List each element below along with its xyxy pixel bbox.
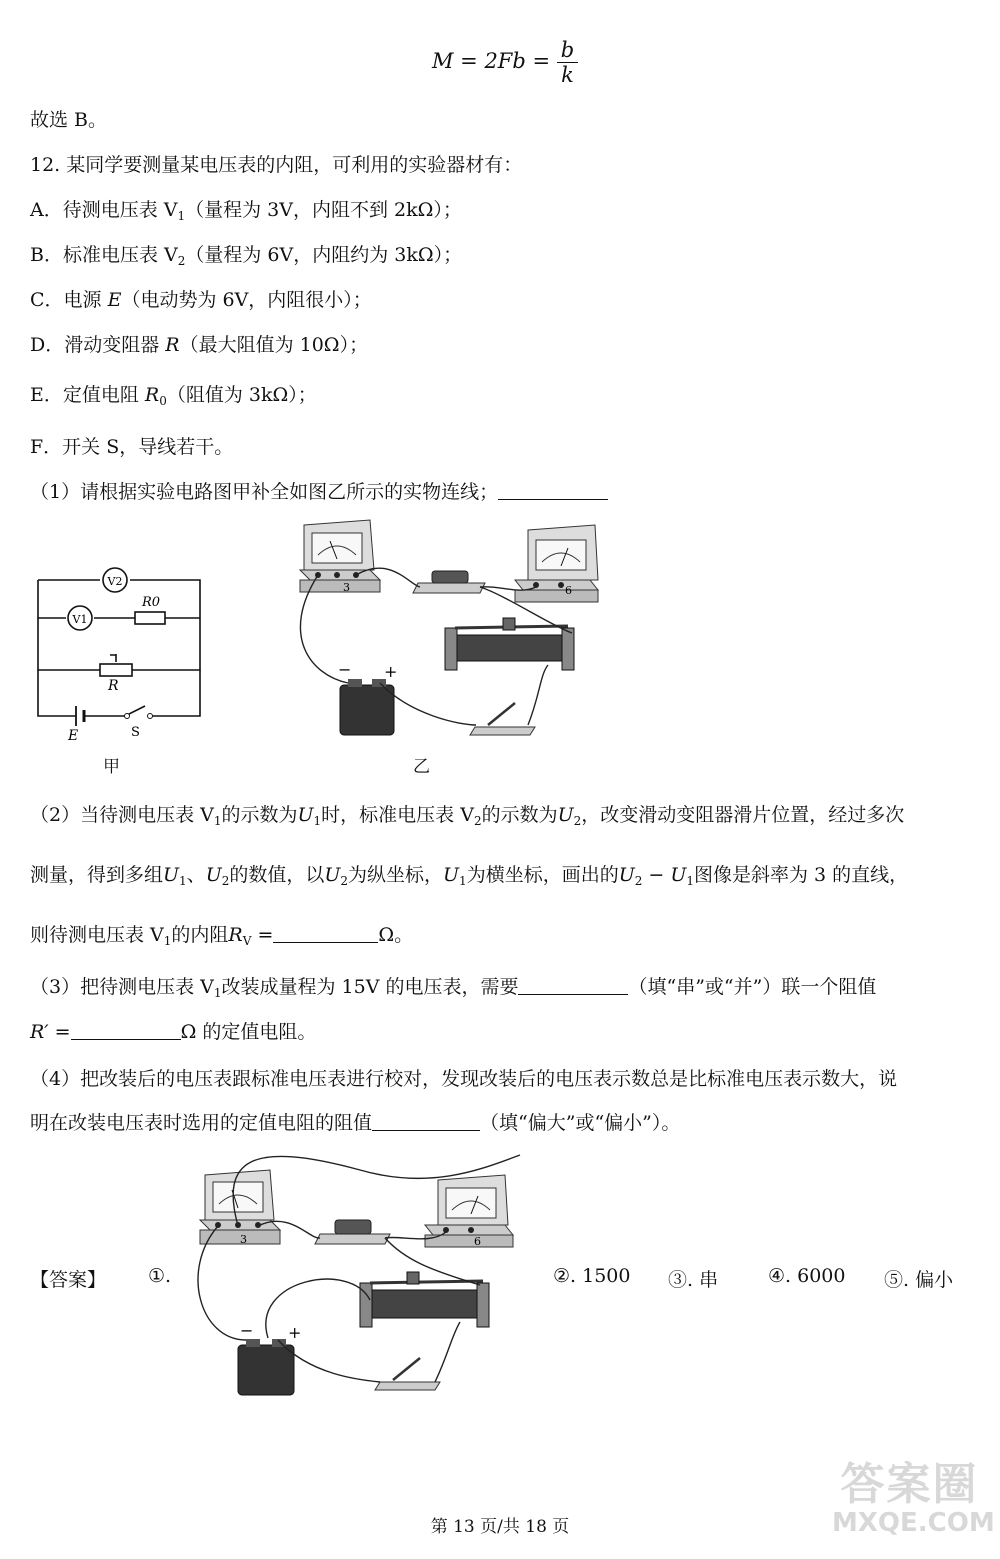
answer-1: ①. <box>148 1265 172 1287</box>
answer-4: ④. 6000 <box>768 1265 846 1287</box>
answer-3: ③. 串 <box>668 1269 719 1291</box>
watermark-top: 答案圈 <box>840 1459 979 1510</box>
part-3-line-2: R′ = Ω 的定值电阻。 <box>30 1021 317 1043</box>
option-e: E．定值电阻 $R_0$（阻值为 3kΩ）； <box>30 384 317 408</box>
option-a: A．待测电压表 $V_1$（量程为 3V，内阻不到 2kΩ）； <box>30 199 462 223</box>
part-2-line-3: 则待测电压表 $V_1$的内阻$R_V = \Omega$。 <box>30 924 414 948</box>
apparatus-illustration-yi <box>290 515 620 750</box>
answer-blank <box>273 924 378 943</box>
watermark-bottom: MXQE.COM <box>832 1508 995 1538</box>
part-2-line-1: （2）当待测电压表 $V_1$的示数为$U_1$时，标准电压表 $V_2$的示数为$U_2$，改变滑动变阻器滑片位置，经过多次 <box>30 804 905 828</box>
part-4-line-1: （4）把改装后的电压表跟标准电压表进行校对，发现改装后的电压表示数总是比标准电压表示数大，说 <box>30 1068 898 1090</box>
option-b: B．标准电压表 $V_2$（量程为 6V，内阻约为 3kΩ）； <box>30 244 463 268</box>
circuit-diagram-jia <box>30 560 220 775</box>
svg-text:+: + <box>384 662 398 681</box>
answer-blank <box>498 481 608 500</box>
switch-icon <box>470 703 535 735</box>
fraction-numerator: b <box>557 38 578 63</box>
part-4-line-2: 明在改装电压表时选用的定值电阻的阻值 （填“偏大”或“偏小”）。 <box>30 1112 681 1134</box>
svg-text:V1: V1 <box>72 613 88 626</box>
fraction-denominator: k <box>561 63 574 88</box>
answer-blank <box>518 976 628 995</box>
option-c: C．电源 E（电动势为 6V，内阻很小）； <box>30 289 372 311</box>
answer-blank <box>71 1021 181 1040</box>
question-stem: 12. 某同学要测量某电压表的内阻，可利用的实验器材有： <box>30 154 523 176</box>
svg-text:−: − <box>338 660 352 679</box>
answer-2: ②. 1500 <box>553 1265 631 1287</box>
svg-text:6: 6 <box>474 1235 481 1248</box>
formula: M = 2Fb = $\frac{b}{k}$ <box>432 38 578 87</box>
svg-text:R: R <box>108 678 119 694</box>
rheostat-icon <box>445 618 574 670</box>
svg-text:R0: R0 <box>142 595 161 610</box>
voltmeter-left-icon <box>300 520 380 592</box>
part-1: （1）请根据实验电路图甲补全如图乙所示的实物连线； <box>30 477 608 504</box>
answer-blank <box>372 1112 480 1131</box>
answer-label: 【答案】 <box>30 1269 107 1291</box>
figure-label-jia: 甲 <box>103 757 120 777</box>
svg-text:E: E <box>68 728 79 744</box>
svg-text:V2: V2 <box>107 575 123 588</box>
battery-icon <box>340 679 394 735</box>
part-2-line-2: 测量，得到多组$U_1$、$U_2$的数值，以$U_2$为纵坐标，$U_1$为横坐标，画出的$U_2 - U_1$图像是斜率为 3 的直线， <box>30 864 909 888</box>
svg-text:+: + <box>288 1323 302 1342</box>
svg-text:3: 3 <box>343 581 350 594</box>
svg-text:3: 3 <box>240 1233 247 1246</box>
option-f: F．开关 S，导线若干。 <box>30 436 234 458</box>
svg-text:6: 6 <box>565 584 572 597</box>
answer-apparatus-illustration <box>180 1150 540 1400</box>
option-d: D．滑动变阻器 R（最大阻值为 10Ω）； <box>30 334 369 356</box>
fixed-resistor-icon <box>413 571 485 593</box>
figure-label-yi: 乙 <box>413 757 430 777</box>
svg-text:−: − <box>240 1321 254 1340</box>
voltmeter-right-icon <box>515 525 598 602</box>
page-footer: 第 13 页/共 18 页 <box>430 1517 570 1537</box>
svg-text:S: S <box>131 725 140 740</box>
part-3-line-1: （3）把待测电压表 $V_1$改装成量程为 15V 的电压表，需要 （填“串”或“并”）联一个阻值 <box>30 976 877 1000</box>
conclusion: 故选 B。 <box>30 109 108 131</box>
answer-5: ⑤. 偏小 <box>884 1269 954 1291</box>
